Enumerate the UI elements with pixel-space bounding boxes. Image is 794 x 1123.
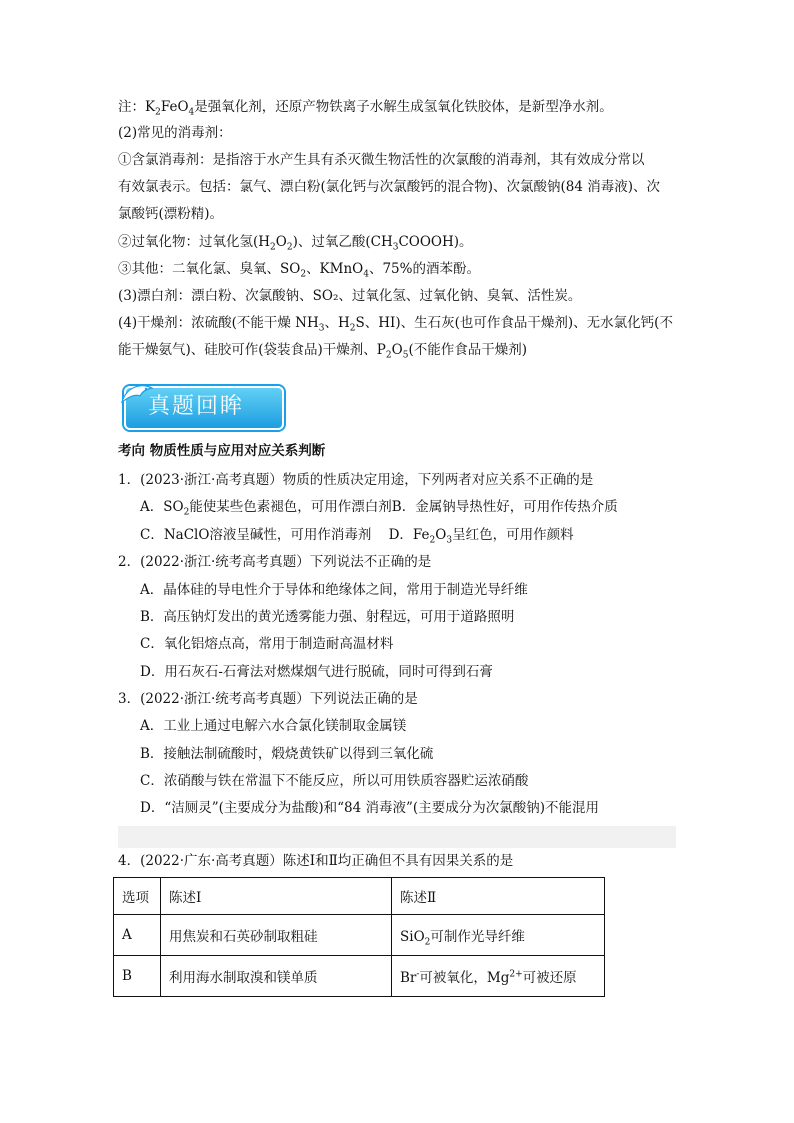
desiccant-line-2: 能干燥氨气)、硅胶可作(袋装食品)干燥剂、$P_2O_5$(不能作食品干燥剂)	[118, 342, 527, 361]
table-header-row	[114, 878, 605, 915]
q1-option-cd: C．NaClO溶液呈碱性，可用作消毒剂 D．$Fe_2O_3$呈红色，可用作颜料	[140, 527, 574, 546]
peroxide-line: ②过氧化物：过氧化氢$(H_2O_2)$、过氧乙酸$(CH_3COOOH)$。	[118, 234, 473, 253]
chlorine-disinfectant-line-1: ①含氯消毒剂：是指溶于水产生具有杀灭微生物活性的次氯酸的消毒剂，其有效成分常以	[118, 152, 645, 168]
q2-option-a: A．晶体硅的导电性介于导体和绝缘体之间，常用于制造光导纤维	[140, 582, 528, 598]
row-statement-1: 用焦炭和石英砂制取粗硅	[161, 915, 392, 956]
header-statement-1: 陈述Ⅰ	[161, 878, 392, 915]
table-row	[114, 956, 605, 997]
bleach-line: (3)漂白剂：漂白粉、次氯酸钠、SO₂、过氧化氢、过氧化钠、臭氧、活性炭。	[118, 288, 582, 304]
note-line: 注：$K_2FeO_4$是强氧化剂，还原产物铁离子水解生成氢氧化铁胶体，是新型净水剂。	[118, 99, 613, 118]
row-option: A	[114, 915, 161, 956]
header-option: 选项	[114, 878, 161, 915]
q2-option-d: D．用石灰石-石膏法对燃煤烟气进行脱硫，同时可得到石膏	[140, 664, 493, 680]
row-option: B	[114, 956, 161, 997]
chlorine-disinfectant-line-3: 氯酸钙(漂粉精)。	[118, 206, 224, 222]
table-row	[114, 915, 605, 956]
q3-option-b: B．接触法制硫酸时，煅烧黄铁矿以得到三氧化硫	[140, 746, 434, 762]
disinfectant-title: (2)常见的消毒剂：	[118, 125, 232, 141]
q3-option-a: A．工业上通过电解六水合氯化镁制取金属镁	[140, 718, 407, 734]
q3-option-c: C．浓硝酸与铁在常温下不能反应，所以可用铁质容器贮运浓硝酸	[140, 773, 529, 789]
q1-stem: 1．(2023·浙江·高考真题）物质的性质决定用途，下列两者对应关系不正确的是	[118, 472, 594, 488]
q2-option-c: C．氧化铝熔点高，常用于制造耐高温材料	[140, 636, 394, 652]
q2-option-b: B．高压钠灯发出的黄光透雾能力强、射程远，可用于道路照明	[140, 609, 515, 625]
section-title: 考向 物质性质与应用对应关系判断	[118, 443, 326, 459]
q3-option-d: D．“洁厕灵”(主要成分为盐酸)和“84 消毒液”(主要成分为次氯酸钠)不能混用	[140, 800, 599, 816]
divider-bar	[118, 826, 676, 848]
section-banner	[118, 380, 284, 430]
q3-stem: 3．(2022·浙江·统考高考真题）下列说法正确的是	[118, 691, 418, 707]
other-disinfectant-line: ③其他：二氧化氯、臭氧、$SO_2$、KMnO$_4$、75%的酒苯酚。	[118, 261, 480, 280]
chlorine-disinfectant-line-2: 有效氯表示。包括：氯气、漂白粉(氯化钙与次氯酸钙的混合物)、次氯酸钠(84 消毒液)、次	[118, 179, 661, 195]
q2-stem: 2．(2022·浙江·统考高考真题）下列说法不正确的是	[118, 554, 432, 570]
row-statement-2: Br-可被氧化，$Mg^{2+}$可被还原	[392, 956, 605, 997]
desiccant-line-1: (4)干燥剂：浓硫酸(不能干燥 $NH_3$、$H_2S$、HI)、生石灰(也可作食品干燥剂)、无水氯化钙(不	[118, 315, 673, 334]
row-statement-1: 利用海水制取溴和镁单质	[161, 956, 392, 997]
header-statement-2: 陈述Ⅱ	[392, 878, 605, 915]
banner-title: 真题回眸	[148, 394, 245, 419]
q4-stem: 4．(2022·广东·高考真题）陈述Ⅰ和Ⅱ均正确但不具有因果关系的是	[118, 853, 514, 869]
q4-table	[113, 877, 605, 997]
q1-option-ab: A．$SO_2$能使某些色素褪色，可用作漂白剂B．金属钠导热性好，可用作传热介质	[140, 499, 618, 518]
row-statement-2: SiO$_2$可制作光导纤维	[392, 915, 605, 956]
